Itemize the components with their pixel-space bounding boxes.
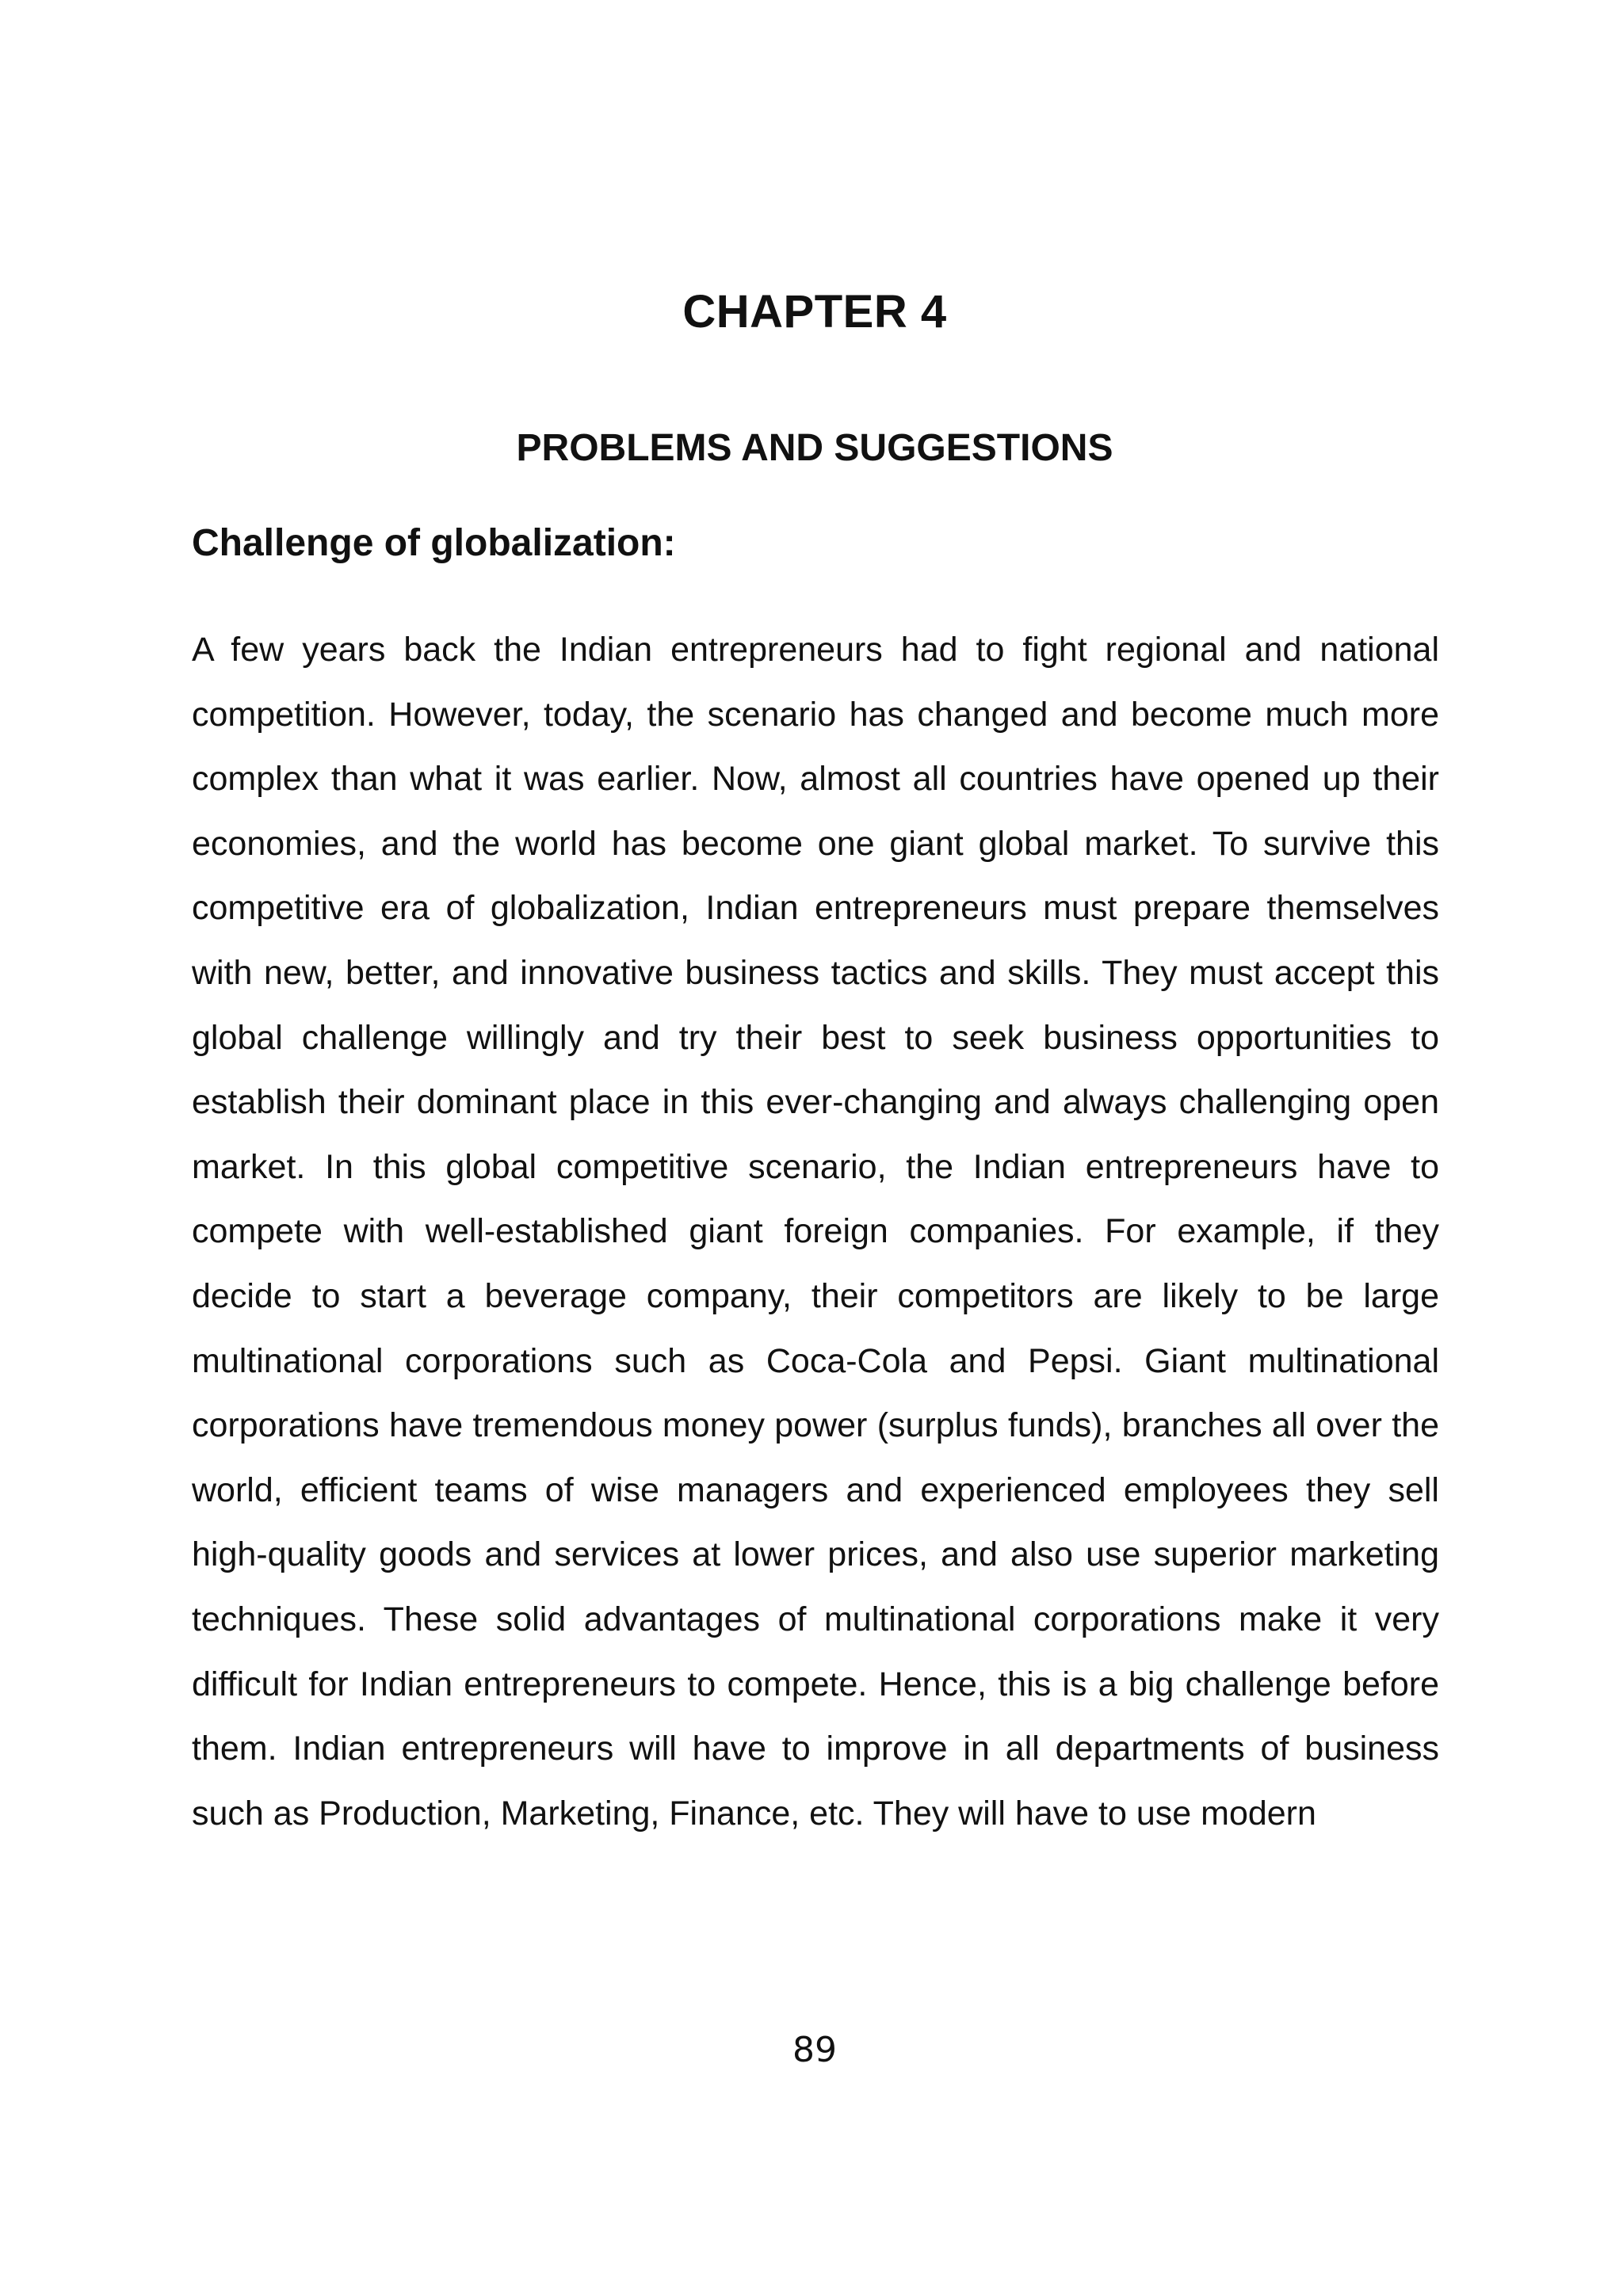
chapter-title-text: CHAPTER 4 bbox=[682, 286, 947, 338]
page-number bbox=[0, 2030, 1623, 2070]
section-heading bbox=[0, 426, 1623, 470]
chapter-title bbox=[0, 285, 1623, 338]
subheading: Challenge of globalization: bbox=[192, 522, 676, 564]
page-number-text: 89 bbox=[792, 2030, 837, 2070]
body-paragraph: A few years back the Indian entrepreneurs had to fight regional and national competition. However, today, the scenario has changed and become much more complex than what it was earlier. Now, almost all countries have opened up their economies, and the world has become one giant global market. To survive this competitive era of globalization, Indian entrepreneurs must prepare themselves with new, better, and innovative business tactics and skills. They must accept this global challenge willingly and try their best to seek business opportunities to establish their dominant place in this ever-changing and always challenging open market. In this global competitive scenario, the Indian entrepreneurs have to compete with well-established giant foreign companies. For example, if they decide to start a beverage company, their competitors are likely to be large multinational corporations such as Coca-Cola and Pepsi. Giant multinational corporations have tremendous money power (surplus funds), branches all over the world, efficient teams of wise managers and experienced employees they sell high-quality goods and services at lower prices, and also use superior marketing techniques. These solid advantages of multinational corporations make it very difficult for Indian entrepreneurs to compete. Hence, this is a big challenge before them. Indian entrepreneurs will have to improve in all departments of business such as Production, Marketing, Finance, etc. They will have to use modern bbox=[192, 631, 1439, 1833]
section-heading-text: PROBLEMS AND SUGGESTIONS bbox=[516, 427, 1113, 469]
